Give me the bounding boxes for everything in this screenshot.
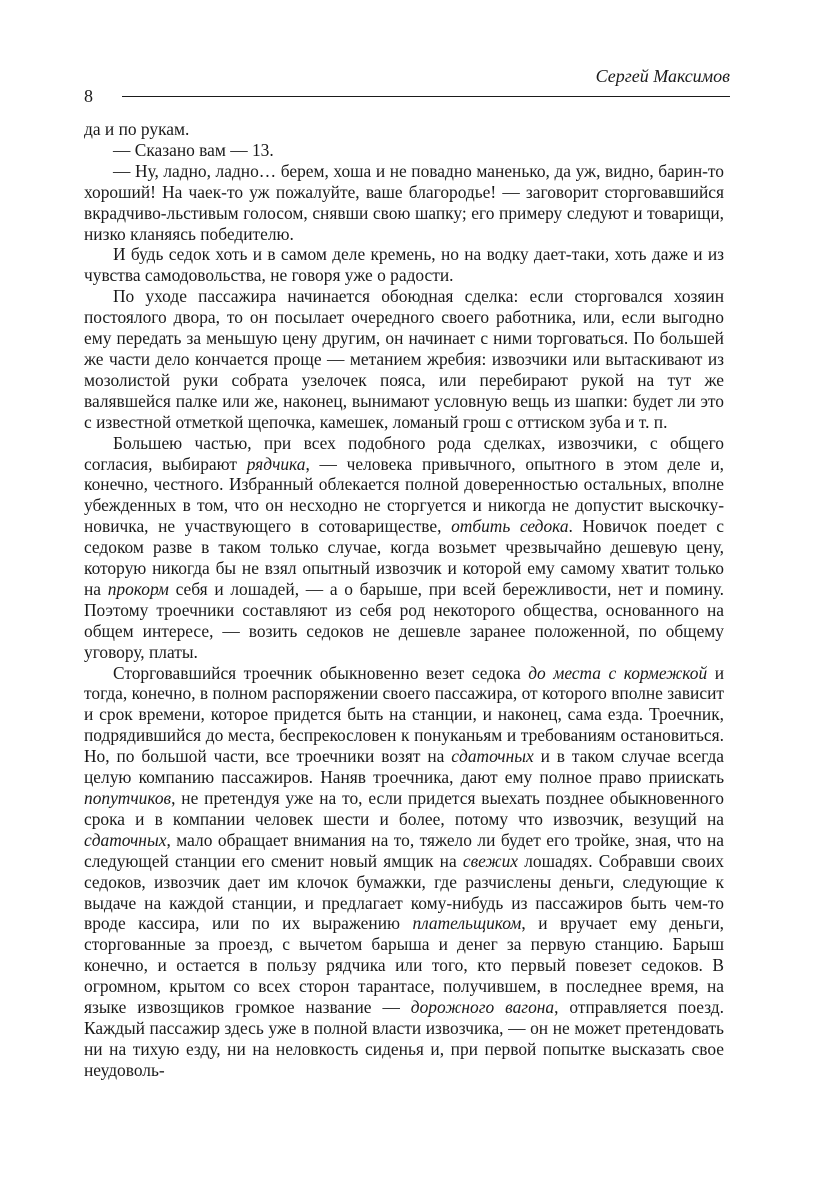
text-run: . Новичок поедет с седоком разве в таком только случае, когда возьмет чрезвычайно дешевую цену, которую никогда бы не взял опытный извозчик и которой ему самому хватит только на [84,516,724,599]
paragraph [84,286,724,432]
italic-term: рядчика [246,453,306,474]
paragraph [84,433,724,663]
text-run: да и по рукам. [84,119,190,139]
running-head-author: Сергей Максимов [595,66,730,86]
paragraph [84,140,724,161]
paragraph [84,663,724,1081]
italic-term: сдаточных [451,746,534,767]
paragraph [84,161,724,245]
header-rule [122,96,730,97]
italic-term: отбить седока [451,516,569,537]
italic-term: свежих [462,850,519,871]
body-text [84,119,724,1081]
text-run: и в таком случае всегда целую компанию пассажиров. Наняв троечника, дают ему полное право приискать [84,746,725,788]
text-run: — Сказано вам — 13. [113,139,274,160]
text-run: Большею частью, при всех подобного рода сделках, извозчики, с общего согласия, выбирают [84,432,724,474]
italic-term: дорожного вагона [410,997,555,1018]
text-run: И будь седок хоть и в самом деле кремень, но на водку дает-таки, хоть даже и из чувства самодовольства, не говоря уже о радости. [84,244,724,286]
text-run: лошадях. Собравши своих седоков, извозчик дает им клочок бумажки, где разчислены деньги, следующие к выдаче на каждой станции, и предлагает кому-нибудь из пассажиров быть чем-то вроде кассира, или по их выражению [84,850,724,934]
text-run: , не претендуя уже на то, если придется выехать позднее обыкновенного срока и в компании человек шести и более, потому что извозчик, везущий на [84,788,724,829]
italic-term: до места с кормежкой [528,662,708,683]
italic-term: сдаточных [84,829,167,850]
text-run: и тогда, конечно, в полном распоряжении своего пассажира, от которого вполне зависит и срок времени, которое придется быть на станции, и наконец, сама езда. Троечник, подрядившийся до места, беспрекословен к понуканьям и требованиям остановиться. Но, по большой части, все троечники возят на [84,662,724,767]
italic-term: плательщиком [412,913,522,934]
italic-term: прокорм [107,578,169,599]
text-run: себя и лошадей, — а о барыше, при всей бережливости, нет и помину. Поэтому троечники составляют из себя род некоторого общества, основанного на общем интересе, — возить седоков не дешевле заранее положенной, по общему уговору, платы. [84,578,724,662]
italic-term: попутчиков [84,788,172,808]
text-run: — Ну, ладно, ладно… берем, хоша и не повадно маненько, да уж, видно, барин-то хороший! На чаек-то уж пожалуйте, ваше благородье! — заговорит сторговавшийся вкрадчиво-льстивым голосом, снявши свою шапку; его примеру следуют и товарищи, низко кланяясь победителю. [84,160,724,244]
paragraph [84,119,724,140]
text-run: , — человека привычного, опытного в этом деле и, конечно, честного. Избранный облекается полной доверенностью остальных, вполне убежденных в том, что он несходно не сторгуется и никогда не допустит выскочку-новичка, не участвующего в сотовариществе, [84,453,724,537]
page-number: 8 [84,86,93,106]
text-run: Сторговавшийся троечник обыкновенно везет седока [113,662,529,683]
paragraph [84,244,724,286]
text-run: , и вручает ему деньги, сторгованные за проезд, с вычетом барыша и денег за первую станцию. Барыш конечно, и остается в пользу рядчика или того, кто первый повезет седоков. В огромном, крытом со всех сторон тарантасе, получившем, в последнее время, на языке извозщиков громкое название — [84,913,724,1018]
text-run: По уходе пассажира начинается обоюдная сделка: если сторговался хозяин постоялого двора, то он посылает очередного своего работника, или, если выгодно ему передать за меньшую цену другим, он начинает с ними торговаться. По большей же части дело кончается проще — метанием жребия: извозчики или вытаскивают из мозолистой руки собрата узелочек пояса, или перебирают рукой на тут же валявшейся палке или же, наконец, вынимают условную вещь из шапки: будет ли это с известной отметкой щепочка, камешек, ломаный грош с оттиском зуба и т. п. [84,286,724,432]
text-run: , мало обращает внимания на то, тяжело ли будет его тройке, зная, что на следующей станции его сменит новый ямщик на [84,829,724,871]
text-run: , отправляется поезд. Каждый пассажир здесь уже в полной власти извозчика, — он не может претендовать ни на тихую езду, ни на неловкость сиденья и, при первой попытке высказать свое неудоволь- [84,997,724,1080]
